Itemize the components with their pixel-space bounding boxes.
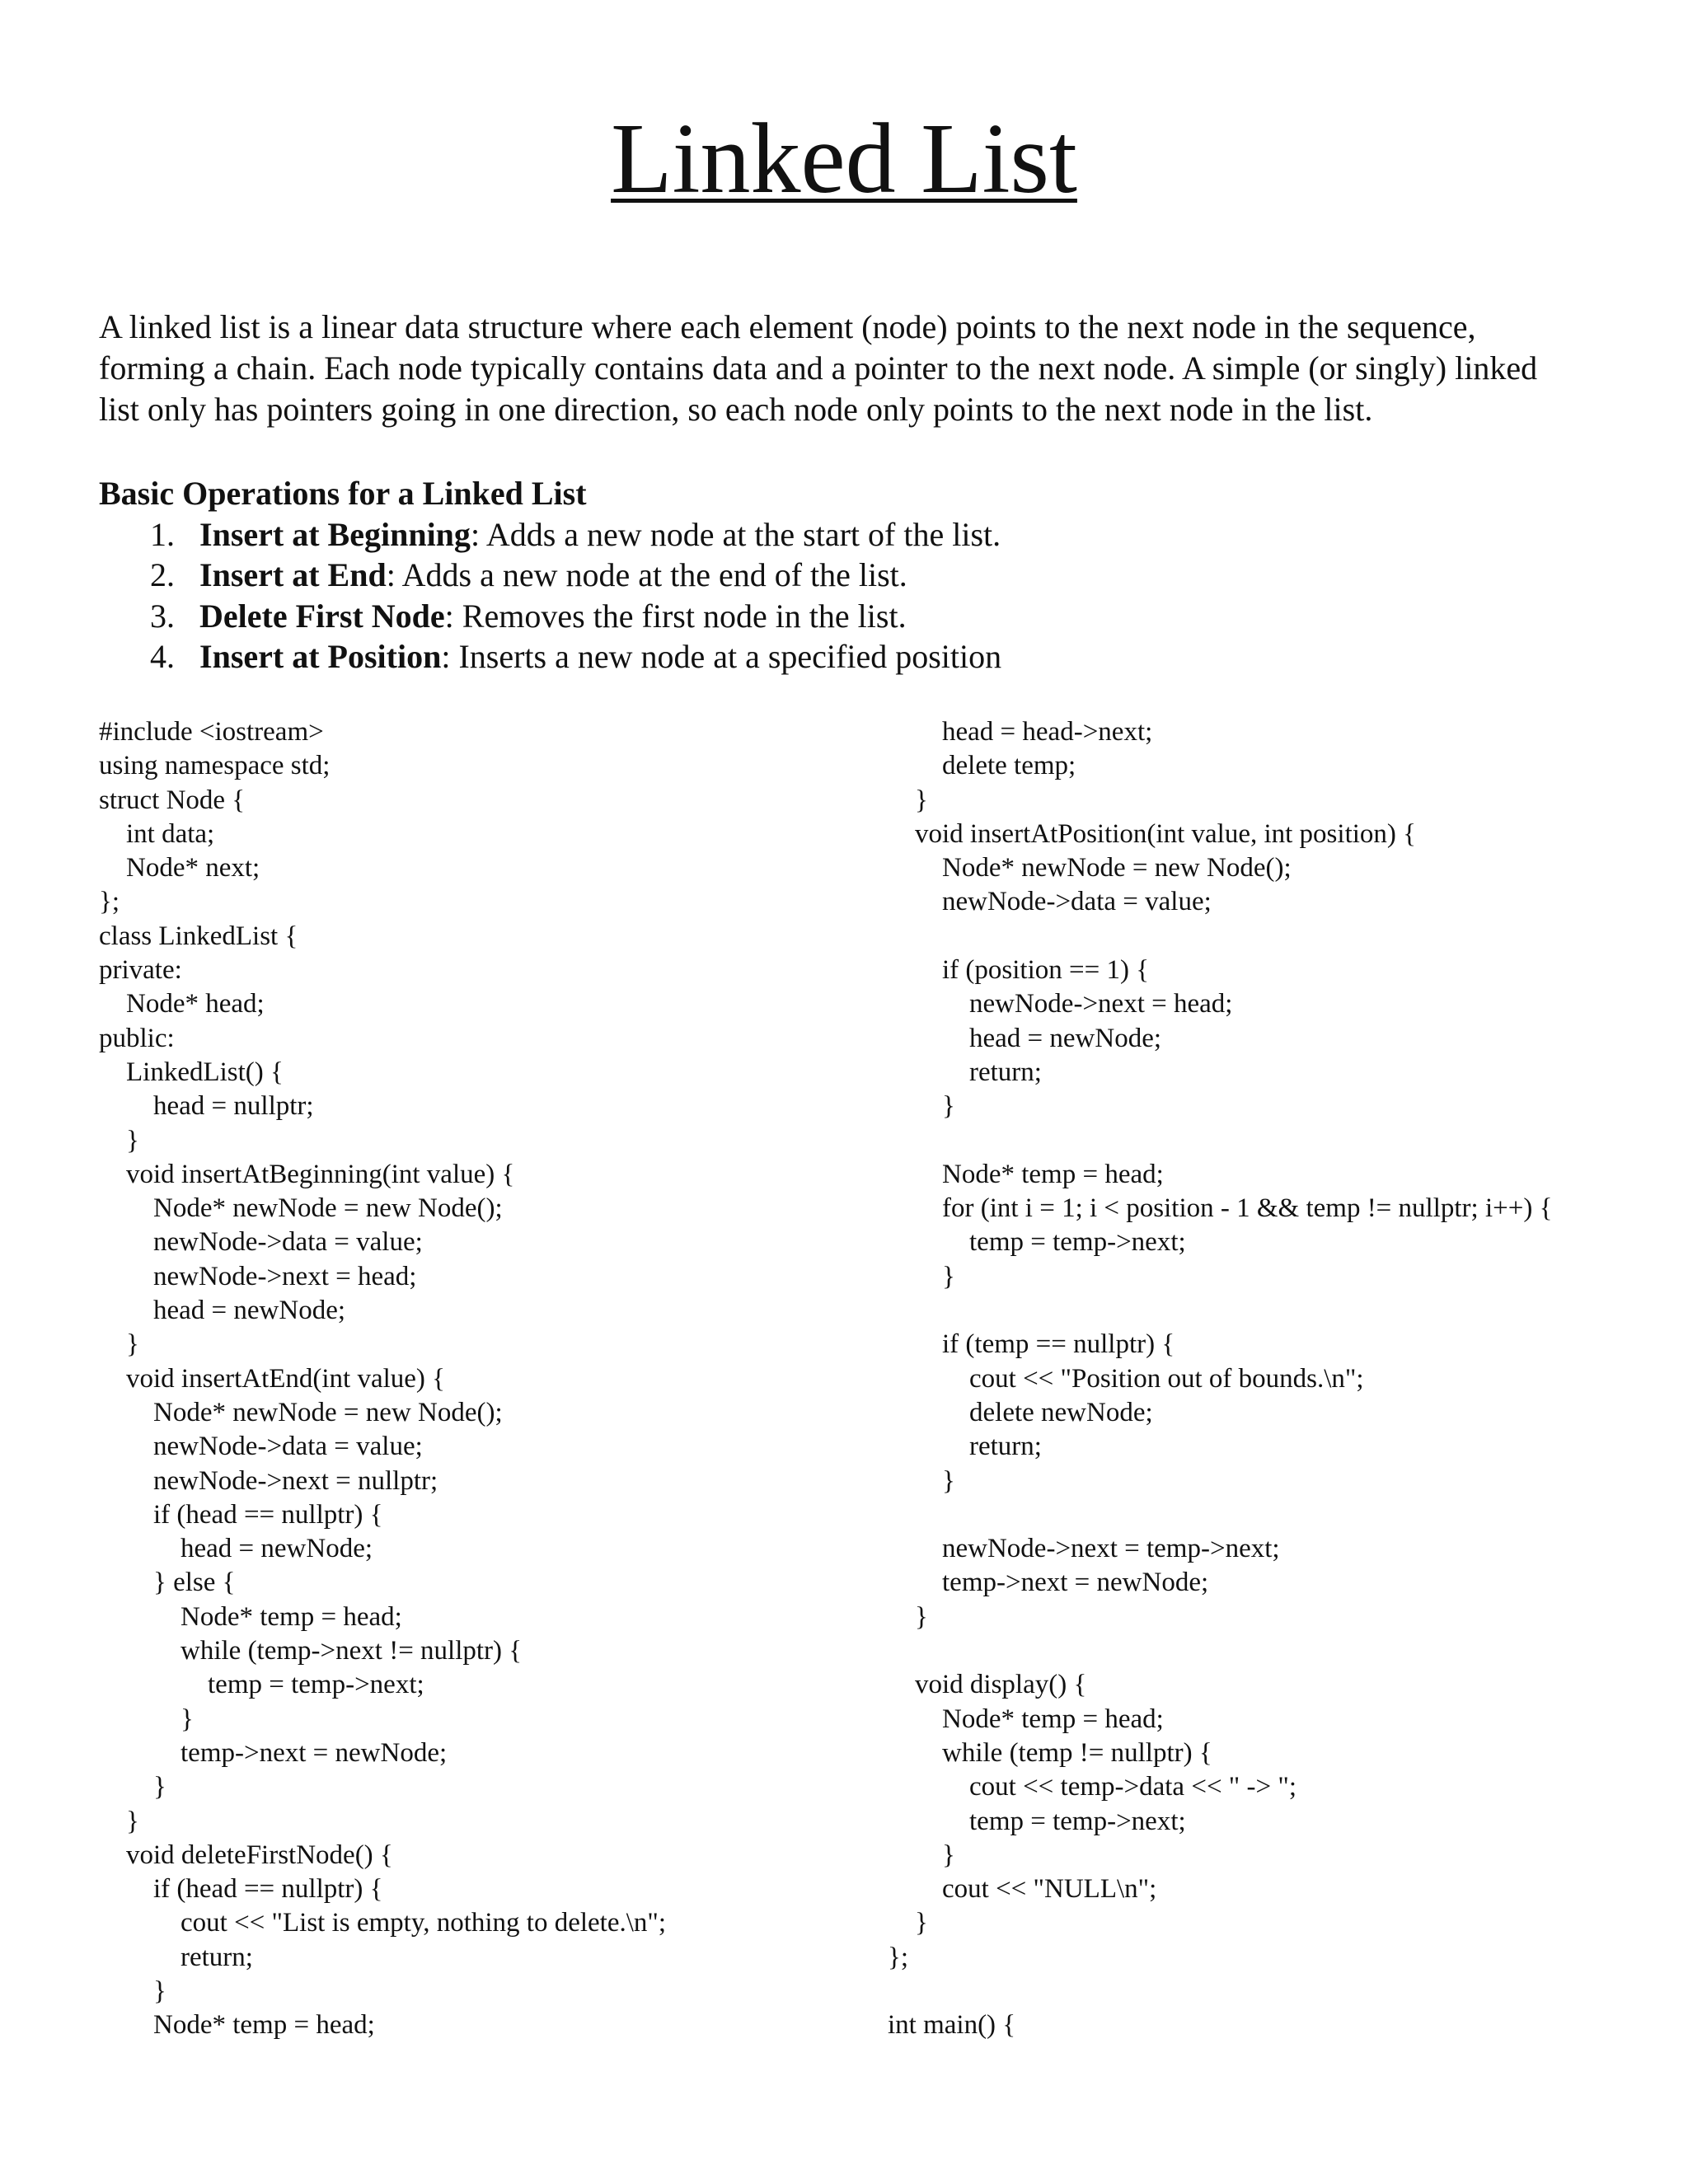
code-line: }	[888, 1840, 955, 1870]
code-line: if (head == nullptr) {	[99, 1499, 383, 1530]
code-line: private:	[99, 955, 182, 986]
code-line: cout << "NULL\n";	[888, 1874, 1157, 1905]
code-line: }	[888, 1601, 928, 1632]
code-line: };	[888, 1942, 909, 1972]
code-line: }	[888, 1261, 955, 1291]
operation-number: 3.	[150, 597, 175, 635]
operations-heading: Basic Operations for a Linked List	[99, 475, 587, 512]
page-title	[0, 97, 1688, 221]
code-line: delete newNode;	[888, 1397, 1153, 1427]
operation-item	[99, 555, 1582, 596]
operations-list	[99, 514, 1582, 677]
code-line: using namespace std;	[99, 751, 331, 781]
operation-item	[99, 514, 1582, 555]
code-line	[888, 1634, 1679, 1668]
operation-description: : Adds a new node at the end of the list.	[386, 556, 907, 593]
code-line: Node* temp = head;	[99, 2010, 375, 2041]
code-line: while (temp->next != nullptr) {	[99, 1636, 523, 1666]
code-line: Node* temp = head;	[99, 1601, 402, 1632]
code-line: head = head->next;	[888, 717, 1153, 747]
code-line: struct Node {	[99, 785, 246, 815]
operation-name: Insert at Position	[199, 638, 442, 675]
code-line: newNode->data = value;	[99, 1432, 423, 1462]
code-line: while (temp != nullptr) {	[888, 1737, 1212, 1768]
code-line: if (head == nullptr) {	[99, 1874, 383, 1905]
operation-name: Delete First Node	[199, 597, 445, 635]
code-line: if (position == 1) {	[888, 955, 1150, 986]
code-column-left	[99, 715, 890, 2043]
code-line: temp = temp->next;	[888, 1227, 1186, 1258]
code-line: void display() {	[888, 1670, 1087, 1700]
operation-item	[99, 596, 1582, 637]
code-line: head = newNode;	[888, 1023, 1162, 1053]
operation-name: Insert at End	[199, 556, 387, 593]
code-line: } else {	[99, 1568, 236, 1598]
code-line: newNode->next = head;	[99, 1261, 417, 1291]
code-line: temp->next = newNode;	[888, 1568, 1209, 1598]
code-line: }	[99, 1772, 166, 1802]
code-line: }	[888, 785, 928, 815]
code-line: Node* newNode = new Node();	[888, 853, 1292, 883]
code-column-right	[888, 715, 1679, 2043]
code-line: int data;	[99, 818, 215, 849]
code-line: head = newNode;	[99, 1534, 373, 1564]
code-line: newNode->next = temp->next;	[888, 1534, 1280, 1564]
code-line: Node* newNode = new Node();	[99, 1397, 503, 1427]
operation-description: : Adds a new node at the start of the list.	[470, 515, 1001, 553]
code-line: }	[888, 1908, 928, 1938]
code-line: head = nullptr;	[99, 1091, 314, 1122]
code-line: }	[888, 1091, 955, 1122]
code-line: temp = temp->next;	[888, 1806, 1186, 1836]
code-line: Node* head;	[99, 989, 265, 1019]
operation-number: 4.	[150, 638, 175, 675]
code-line	[888, 1124, 1679, 1158]
operation-description: : Removes the first node in the list.	[444, 597, 907, 635]
code-line: newNode->data = value;	[888, 887, 1212, 917]
code-line: if (temp == nullptr) {	[888, 1329, 1175, 1360]
code-line: LinkedList() {	[99, 1057, 284, 1087]
code-line: head = newNode;	[99, 1296, 346, 1326]
code-line: class LinkedList {	[99, 921, 298, 951]
page-title-text: Linked List	[611, 103, 1077, 214]
code-line: return;	[888, 1057, 1042, 1087]
code-line: return;	[888, 1432, 1042, 1462]
code-line: };	[99, 887, 120, 917]
code-line: return;	[99, 1942, 253, 1972]
code-line: void insertAtEnd(int value) {	[99, 1363, 446, 1394]
code-line: void insertAtPosition(int value, int position) {	[888, 818, 1416, 849]
code-line: void insertAtBeginning(int value) {	[99, 1159, 515, 1189]
code-line: int main() {	[888, 2010, 1016, 2041]
code-line: }	[99, 1125, 139, 1155]
code-line: Node* next;	[99, 853, 260, 883]
code-line: cout << "Position out of bounds.\n";	[888, 1363, 1364, 1394]
code-line: Node* temp = head;	[888, 1159, 1164, 1189]
operation-number: 2.	[150, 556, 175, 593]
code-line: newNode->data = value;	[99, 1227, 423, 1258]
code-line	[888, 1498, 1679, 1532]
code-line	[888, 1975, 1679, 2008]
code-line: cout << "List is empty, nothing to delete.\n";	[99, 1908, 667, 1938]
code-line: }	[99, 1704, 194, 1734]
code-line: Node* newNode = new Node();	[99, 1193, 503, 1224]
intro-paragraph: A linked list is a linear data structure where each element (node) points to the next node in the sequence, forming a chain. Each node typically contains data and a pointer to the next node. A simple (or singly) linked list only has pointers going in one direction, so each node only points to the next node in the list.	[99, 308, 1538, 428]
code-line: Node* temp = head;	[888, 1704, 1164, 1734]
code-line: temp->next = newNode;	[99, 1737, 448, 1768]
code-line: }	[99, 1806, 139, 1836]
operation-number: 1.	[150, 515, 175, 553]
code-line: cout << temp->data << " -> ";	[888, 1772, 1297, 1802]
code-line: public:	[99, 1023, 175, 1053]
code-line	[888, 1294, 1679, 1328]
operation-description: : Inserts a new node at a specified position	[441, 638, 1002, 675]
code-line: }	[99, 1329, 139, 1360]
code-line: newNode->next = nullptr;	[99, 1465, 438, 1496]
code-line: void deleteFirstNode() {	[99, 1840, 393, 1870]
code-line	[888, 920, 1679, 954]
operations-section	[99, 473, 1582, 677]
operation-item	[99, 636, 1582, 677]
code-line: newNode->next = head;	[888, 989, 1233, 1019]
code-line: }	[888, 1465, 955, 1496]
operation-name: Insert at Beginning	[199, 515, 471, 553]
code-line: for (int i = 1; i < position - 1 && temp != nullptr; i++) {	[888, 1193, 1553, 1224]
code-line: #include <iostream>	[99, 717, 324, 747]
code-line: }	[99, 1975, 166, 2006]
code-line: delete temp;	[888, 751, 1076, 781]
code-line: temp = temp->next;	[99, 1670, 424, 1700]
